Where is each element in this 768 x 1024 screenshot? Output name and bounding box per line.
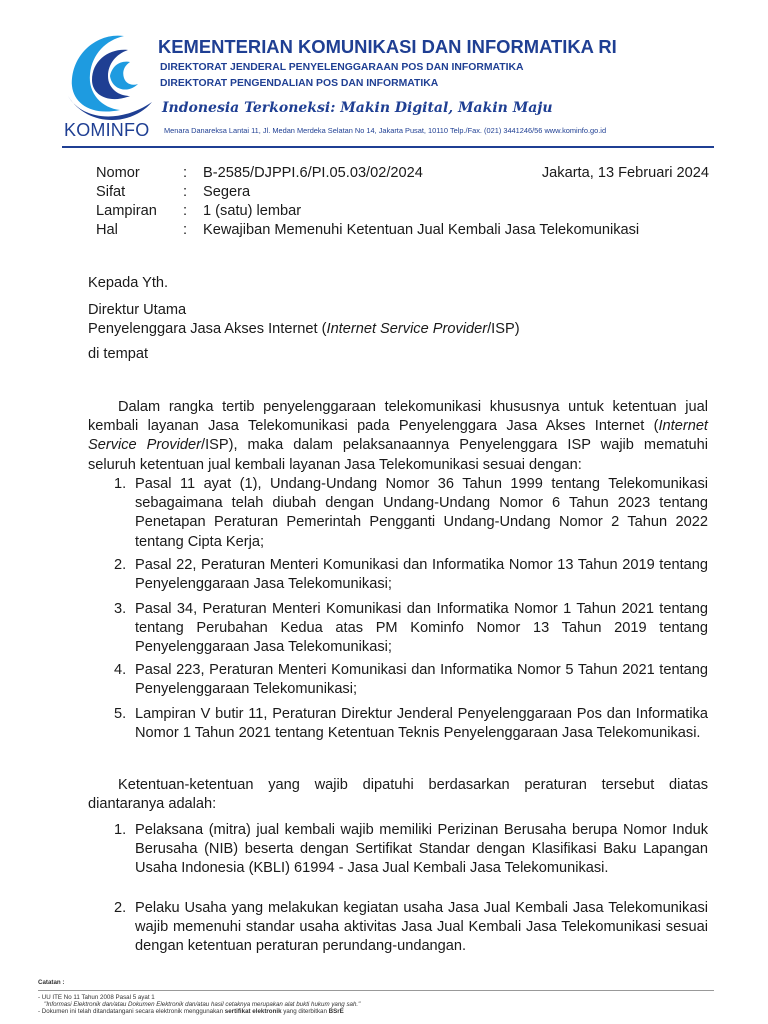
intro-text-1: Dalam rangka tertib penyelenggaraan telekomunikasi khususnya untuk ketentuan jual kembali layanan Jasa Telekomunikasi pada Penyelenggara Jasa Akses Internet ( [88, 399, 708, 435]
regulation-number: 2. [114, 557, 127, 573]
provision-number: 1. [114, 822, 127, 838]
regulation-text: Pasal 22, Peraturan Menteri Komunikasi dan Informatika Nomor 13 Tahun 2019 tentang Penyelenggaraan Jasa Telekomunikasi; [135, 557, 708, 593]
esign-prefix: - Dokumen ini telah ditandatangani secara elektronik menggunakan [38, 1008, 225, 1015]
esign-issuer: BSrE [328, 1008, 344, 1015]
letter-date: Jakarta, 13 Februari 2024 [541, 165, 709, 181]
regulation-number: 4. [114, 662, 127, 678]
directorate-general: DIREKTORAT JENDERAL PENYELENGGARAAN POS DAN INFORMATIKA [160, 62, 524, 73]
directorate: DIREKTORAT PENGENDALIAN POS DAN INFORMATIKA [160, 78, 439, 89]
hal-value: Kewajiban Memenuhi Ketentuan Jual Kembali Jasa Telekomunikasi [203, 222, 640, 238]
regulation-text: Lampiran V butir 11, Peraturan Direktur Jenderal Penyelenggaraan Pos dan Informatika Nomor 1 Tahun 2021 tentang Ketentuan Teknis Penyelenggaraan Jasa Telekomunikasi. [135, 706, 708, 742]
provision-item [114, 899, 708, 957]
colon: : [183, 203, 188, 219]
meta-nomor [96, 165, 423, 181]
ministry-name: KEMENTERIAN KOMUNIKASI DAN INFORMATIKA RI [158, 36, 617, 57]
regulation-number: 1. [114, 476, 127, 492]
recipient-place: di tempat [88, 346, 149, 362]
regulation-text: Pasal 11 ayat (1), Undang-Undang Nomor 36 Tahun 1999 tentang Telekomunikasi sebagaimana telah diubah dengan Undang-Undang Nomor 6 Tahun 2023 tentang Penetapan Peraturan Pemerintah Pengganti Undang-Undang Nomor 2 Tahun 2022 tentang Cipta Kerja; [135, 476, 708, 550]
nomor-label: Nomor [96, 165, 140, 181]
intro-italic: Internet Service Provider [88, 418, 708, 454]
lampiran-value: 1 (satu) lembar [203, 203, 302, 219]
regulation-number: 3. [114, 601, 127, 617]
footer-law-quote: "Informasi Elektronik dan/atau Dokumen Elektronik dan/atau hasil cetaknya merupakan alat bukti hukum yang sah." [44, 1001, 361, 1008]
provision-text: Pelaksana (mitra) jual kembali wajib memiliki Perizinan Berusaha berupa Nomor Induk Berusaha (NIB) beserta dengan Sertifikat Standar dengan Klasifikasi Baku Lapangan Usaha Indonesia (KBLI) 61994 - Jasa Jual Kembali Jasa Telekomunikasi. [135, 822, 708, 877]
colon: : [183, 222, 188, 238]
meta-lampiran [96, 203, 301, 219]
footer-divider [38, 990, 714, 991]
recipient-organization [88, 321, 520, 337]
regulation-text: Pasal 34, Peraturan Menteri Komunikasi dan Informatika Nomor 1 Tahun 2021 tentang tentang Perubahan Kedua atas PM Kominfo Nomor 13 Tahun 2019 tentang Penyelenggaraan Jasa Telekomunikasi; [135, 601, 708, 656]
lampiran-label: Lampiran [96, 203, 157, 219]
provision-number: 2. [114, 900, 127, 916]
office-address: Menara Danareksa Lantai 11, Jl. Medan Merdeka Selatan No 14, Jakarta Pusat, 10110 Telp./Fax. (021) 3441246/56 www.kominfo.go.id [164, 126, 607, 135]
regulation-item [114, 705, 708, 743]
provisions-intro: Ketentuan-ketentuan yang wajib dipatuhi berdasarkan peraturan tersebut diatas diantaranya adalah: [88, 777, 708, 813]
regulation-item [114, 475, 708, 552]
regulation-item [114, 556, 708, 594]
recipient-org-prefix: Penyelenggara Jasa Akses Internet ( [88, 321, 327, 337]
footer-note-label: Catatan : [38, 979, 65, 986]
sifat-value: Segera [203, 184, 251, 200]
esign-mid: yang diterbitkan [281, 1008, 329, 1015]
intro-text-2: /ISP), maka dalam pelaksanaannya Penyelenggara ISP wajib mematuhi seluruh ketentuan jual kembali layanan Jasa Telekomunikasi sesuai dengan: [88, 437, 708, 473]
recipient-title: Direktur Utama [88, 302, 187, 318]
regulation-item [114, 661, 708, 699]
recipient-org-italic: Internet Service Provider [326, 321, 488, 337]
header-divider [62, 146, 714, 148]
colon: : [183, 165, 188, 181]
regulation-item [114, 600, 708, 658]
footer-esign-note [38, 1008, 344, 1015]
intro-paragraph [88, 398, 708, 475]
sifat-label: Sifat [96, 184, 126, 200]
footer-law-reference: - UU ITE No 11 Tahun 2008 Pasal 5 ayat 1 [38, 994, 155, 1001]
salutation: Kepada Yth. [88, 275, 169, 291]
regulation-text: Pasal 223, Peraturan Menteri Komunikasi dan Informatika Nomor 5 Tahun 2021 tentang Penyelenggaraan Telekomunikasi; [135, 662, 708, 698]
slogan: Indonesia Terkoneksi: Makin Digital, Makin Maju [162, 100, 553, 116]
regulation-number: 5. [114, 706, 127, 722]
provision-text: Pelaku Usaha yang melakukan kegiatan usaha Jasa Jual Kembali Jasa Telekomunikasi wajib memenuhi standar usaha aktivitas Jasa Jual Kembali Jasa Telekomunikasi sesuai dengan ketentuan peraturan perundang-undangan. [135, 900, 708, 955]
meta-hal [96, 222, 639, 238]
hal-label: Hal [96, 222, 118, 238]
logo-wordmark: KOMINFO [64, 120, 150, 140]
colon: : [183, 184, 188, 200]
recipient-org-suffix: /ISP) [487, 321, 520, 337]
provision-item [114, 821, 708, 879]
nomor-value: B-2585/DJPPI.6/PI.05.03/02/2024 [203, 165, 423, 181]
esign-bold: sertifikat elektronik [224, 1008, 282, 1015]
meta-sifat [96, 184, 250, 200]
